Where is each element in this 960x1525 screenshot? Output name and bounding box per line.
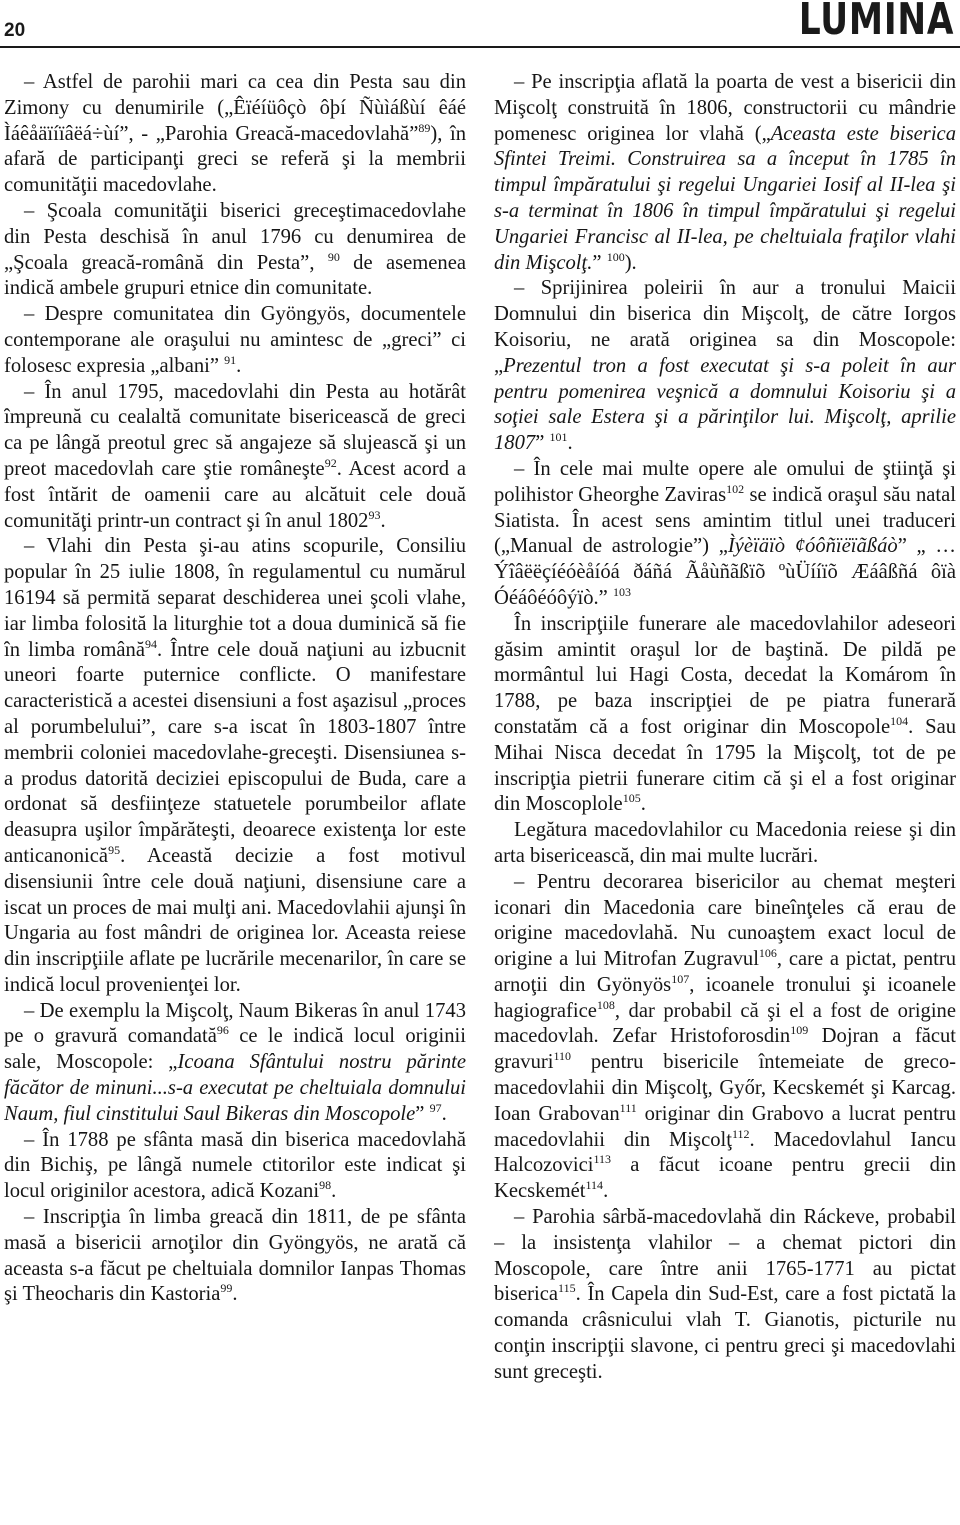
header-rule (0, 46, 960, 48)
paragraph (494, 818, 956, 870)
paragraph-text: – Pentru decorarea bisericilor au chemat meşteri iconari din Macedonia care bineînţeles că erau de origine macedovlahă. Nu cunoaştem exact locul de origine a lui Mitrofan Zugravul (494, 870, 956, 971)
paragraph (494, 457, 956, 612)
paragraph-text: ” (592, 251, 607, 274)
paragraph (4, 199, 466, 302)
footnote-ref: 95 (108, 843, 121, 858)
footnote-ref: 98 (319, 1178, 332, 1193)
footnote-ref: 104 (890, 714, 909, 729)
paragraph (4, 380, 466, 535)
footnote-ref: 90 (327, 249, 340, 264)
paragraph-text: , care a pictat, pentru arnoţii din Gyönyös (494, 948, 956, 996)
footnote-ref: 103 (612, 585, 631, 600)
paragraph-text: se indică oraşul său natal Siatista. În acest sens amintim titlul unei traduceri („Manual de astrologie”) „ (494, 483, 956, 558)
paragraph-text: – Astfel de parohii mari ca cea din Pesta sau din Zimony cu denumirile („Êïéíüôçò ôþí Ñùìáßùí êáé Ìáêåäïíïâëá÷ùí”, - „Parohia Greacă-macedovlahă” (4, 71, 466, 145)
paragraph (4, 1128, 466, 1205)
paragraph-text: ). (624, 251, 637, 274)
paragraph-text: . (567, 432, 573, 455)
paragraph-text: . (640, 793, 646, 816)
footnote-ref: 92 (324, 456, 337, 471)
quoted-inscription: Icoana Sfântului nostru părinte făcător de minuni...s-a executat pe cheltuiala domnului Naum, fiul cinstitului Saul Bikeras din Moscopole (4, 1051, 466, 1125)
paragraph-text: – De exemplu la Mişcolţ, Naum Bikeras în anul 1743 pe o gravură comandată (4, 999, 466, 1048)
paragraph (4, 1205, 466, 1308)
paragraph-text: pentru bisericile întemeiate de greco-macedovlahii din Mişcolţ, Győr, Kecskemét şi Karcag. Ioan Grabovan (494, 1051, 956, 1125)
paragraph-text: Dojran a făcut gravuri (494, 1025, 956, 1074)
paragraph-text: . (236, 354, 242, 377)
paragraph-text: – Parohia sârbă-macedovlahă din Ráckeve, probabil – la insistenţa vlahilor – a chemat pictori din Moscopole, care între anii 1765-1771 au pictat biserica (494, 1206, 956, 1306)
paragraph-text: – Şcoala comunităţii biserici greceştimacedovlahe din Pesta deschisă în anul 1796 cu denumirea de „Şcoala greacă-română din Pesta”, (4, 199, 466, 274)
paragraph-text: ), în afară de participanţi greci se referă şi la membrii comunităţii macedovlahe. (4, 122, 466, 197)
paragraph-text: – Vlahi din Pesta şi-au atins scopurile, Consiliu popular în 25 iulie 1808, în regulamentul cu numărul 16194 să permită separat deschiderea unei şcoli vlahe, iar limba folosită la liturghie tot a doua duminică să fie în limba română (4, 535, 466, 661)
paragraph-text: . Acest acord a fost întărit de oamenii care au alcătuit cele două comunităţi printr-un contract şi în anul 1802 (4, 457, 466, 532)
paragraph-text: . Macedovlahul Iancu Halcozovici (494, 1128, 956, 1177)
footnote-ref: 108 (596, 997, 615, 1012)
paragraph-text: . (603, 1180, 609, 1203)
paragraph-text: Legătura macedovlahilor cu Macedonia reiese şi din arta bisericească, din mai multe lucrări. (494, 819, 956, 867)
paragraph-text: – Pe inscripţia aflată la poarta de vest a bisericii din Mişcolţ construită în 1806, constructorii cu mândrie pomenesc originea lor vlahă („ (494, 71, 956, 145)
paragraph-text: . Sau Mihai Nisca decedat în 1795 la Mişcolţ, tot de pe inscripţia pietrii funerare citim că şi el a fost originar din Moscoplole (494, 715, 956, 816)
paragraph-text: ” „ …Ýîâëëçíéóèåíóá ðáñá Ãåùñãßïõ ºùÜííïõ Æáâßñá ôïà Óéáôéóôýïò.” (494, 535, 956, 609)
quoted-inscription: Aceasta este biserica Sfintei Treimi. Construirea sa a început în 1785 în timpul împăratului şi regelui Ungariei Iosif al II-lea şi s-a terminat în 1806 în timpul împăratului şi regelui Ungariei Francisc al II-lea, pe cheltuiala fraţilor vlahi din Mişcolţ. (494, 122, 956, 274)
paragraph-text: . Această decizie a fost motivul disensiunii între cele două naţiuni, disensiune care a iscat un proces de mai mulţi ani. Macedovlahii ajunşi în Ungaria au fost mândri de originea lor. Aceasta reiese din inscripţiile aflate pe lucrările mecenarilor, în care se indică locul provenienţei lor. (4, 844, 466, 996)
paragraph (4, 70, 466, 199)
paragraph-text: – Inscripţia în limba greacă din 1811, de pe sfânta masă a bisericii arnoţilor din Gyöngyös, ne arată că aceasta s-a făcut pe cheltuiala domnilor Ianpas Thomas şi Theocharis din Kastoria (4, 1206, 466, 1306)
footnote-ref: 101 (549, 430, 568, 445)
footnote-ref: 109 (790, 1023, 809, 1038)
footnote-ref: 93 (368, 507, 381, 522)
paragraph-text: . (232, 1283, 238, 1306)
paragraph (4, 534, 466, 998)
paragraph (4, 999, 466, 1128)
footnote-ref: 105 (622, 791, 641, 806)
paragraph-text: a făcut icoane pentru grecii din Kecskemét (494, 1154, 956, 1203)
footnote-ref: 102 (726, 481, 745, 496)
paragraph-text: . (441, 1102, 447, 1125)
paragraph-text: ce le indică locul originii sale, Moscopole: „ (4, 1025, 466, 1074)
footnote-ref: 97 (429, 1101, 442, 1116)
paragraph (494, 276, 956, 457)
footnote-ref: 94 (144, 636, 157, 651)
paragraph-text: , dar probabil că şi el a fost de origine macedovlah. Zefar Hristoforosdin (494, 999, 956, 1048)
right-column (494, 70, 956, 1515)
footnote-ref: 96 (216, 1023, 229, 1038)
paragraph-text: – Sprijinirea poleirii în aur a tronului Maicii Domnului din biserica din Mişcolţ, de către Iorgos Koisoriu, ne arată originea sa din Moscopole: „ (494, 277, 956, 377)
paragraph-text: ” (535, 432, 550, 455)
paragraph (494, 612, 956, 818)
footnote-ref: 99 (220, 1281, 233, 1296)
footnote-ref: 113 (593, 1152, 612, 1167)
paragraph-text: originar din Grabovo a lucrat pentru macedovlahii din Mişcolţ (494, 1102, 956, 1151)
footnote-ref: 100 (606, 249, 625, 264)
quoted-inscription: Ìýèïäïò ¢óôñïëïãßáò (727, 535, 898, 558)
footnote-ref: 111 (619, 1101, 637, 1116)
paragraph-text: În inscripţiile funerare ale macedovlahilor adeseori găsim amintit oraşul lor de baştină. De pildă pe mormântul lui Hagi Costa, decedat la Komárom în 1788, pe baza inscripţiei de pe piatra funerară constatăm că a fost originar din Moscopole (494, 612, 956, 738)
footnote-ref: 106 (758, 946, 777, 961)
paragraph-text: , icoanele tronului şi icoanele hagiografice (494, 973, 956, 1022)
paragraph-text: . Între cele două naţiuni au izbucnit uneori foarte puternice conflicte. O manifestare caracteristică a acestei disensiuni a fost aşazisul „proces al porumbelului”, care s-a iscat în 1803-1807 între membrii coloniei macedovlahe-greceşti. Disensiunea s-a produs datorită deciziei episcopului de Buda, care a ordonat să desfiinţeze statuetele porumbeilor aflate deasupra uşilor împărăteşti, deoarece existenţa lor este anticanonică (4, 638, 466, 867)
paragraph (4, 302, 466, 379)
paragraph (494, 1205, 956, 1386)
footnote-ref: 89 (418, 120, 431, 135)
page-number: 20 (4, 20, 26, 41)
footnote-ref: 110 (553, 1049, 572, 1064)
paragraph-text: – În 1788 pe sfânta masă din biserica macedovlahă din Bichiş, pe lângă numele ctitorilor este indicat şi locul originilor acestora, adică Kozani (4, 1128, 466, 1203)
left-column (4, 70, 466, 1515)
quoted-inscription: Prezentul tron a fost executat şi s-a poleit în aur pentru pomenirea veşnică a domnului Koisoriu şi a soţiei sale Estera şi a părinţilor lui. Mişcolţ, aprilie 1807 (494, 354, 956, 455)
paragraph-text: – În anul 1795, macedovlahi din Pesta au hotărât împreună cu cealaltă comunitate bisericească de greci ca pe lângă preotul grec să angajeze să slujească şi un preot macedovlah care ştie româneşte (4, 380, 466, 480)
publication-title: LUMINA (798, 0, 954, 45)
paragraph-text: – Despre comunitatea din Gyöngyös, documentele contemporane ale oraşului nu amintesc de „greci” ci folosesc expresia „albani” (4, 303, 466, 377)
paragraph (494, 70, 956, 276)
paragraph-text: . În Capela din Sud-Est, care a fost pictată la comanda crâsnicului vlah T. Gianotis, picturile nu conţin inscripţii slavone, ci pentru greci şi macedovlahi sunt greceşti. (494, 1283, 956, 1383)
paragraph (494, 870, 956, 1205)
paragraph-text: de asemenea indică ambele grupuri etnice din comunitate. (4, 251, 466, 300)
paragraph-text: – În cele mai multe opere ale omului de ştiinţă şi polihistor Gheorghe Zaviras (494, 457, 956, 506)
paragraph-text: . (380, 509, 386, 532)
paragraph-text: ” (415, 1102, 430, 1125)
footnote-ref: 112 (731, 1126, 750, 1141)
footnote-ref: 91 (224, 352, 237, 367)
paragraph-text: . (331, 1180, 337, 1203)
footnote-ref: 115 (558, 1281, 576, 1296)
footnote-ref: 107 (671, 972, 690, 987)
footnote-ref: 114 (585, 1178, 604, 1193)
